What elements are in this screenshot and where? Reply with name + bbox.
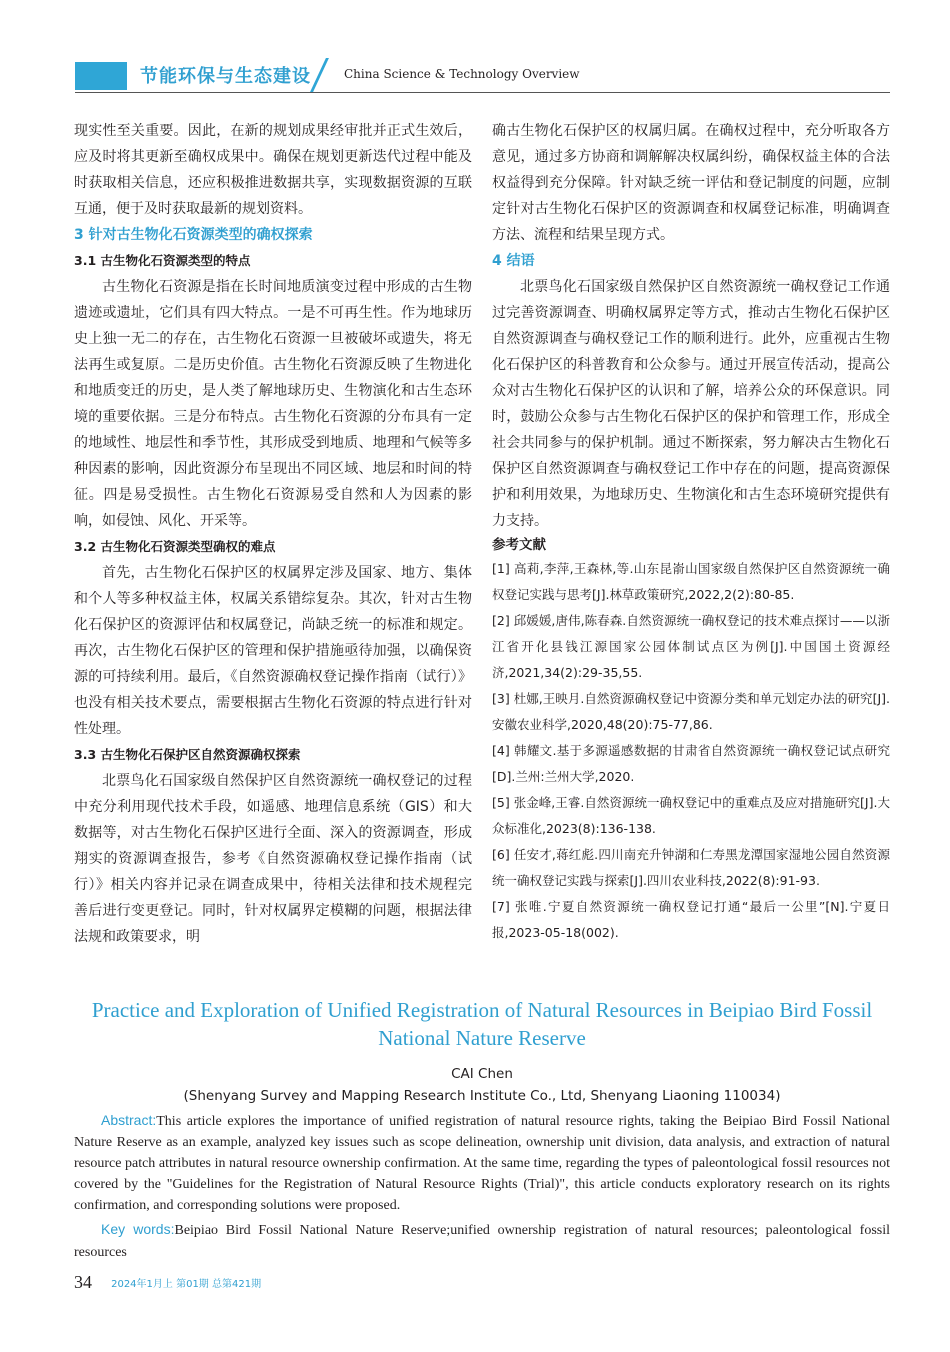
header-divider	[310, 58, 329, 92]
right-column	[492, 118, 890, 946]
reference-item: [4] 韩耀文.基于多源遥感数据的甘肃省自然资源统一确权登记试点研究[D].兰州:兰州大学,2020.	[492, 743, 890, 784]
keywords-text: Beipiao Bird Fossil National Nature Reserve;unified ownership registration of natural resources; paleontological fossil resources	[74, 1223, 891, 1260]
reference-item: [7] 张唯.宁夏自然资源统一确权登记打通“最后一公里”[N].宁夏日报,2023-05-18(002).	[492, 899, 890, 940]
paragraph-3-1: 古生物化石资源是指在长时间地质演变过程中形成的古生物遗迹或遗址，它们具有四大特点。一是不可再生性。作为地球历史上独一无二的存在，古生物化石资源一旦被破坏或遗失，将无法再生或复原。二是历史价值。古生物化石资源反映了生物进化和地质变迁的历史，是人类了解地球历史、生物演化和古生态环境的重要依据。三是分布特点。古生物化石资源的分布具有一定的地域性、地层性和季节性，其形成受到地质、地理和气候等多种因素的影响，因此资源分布呈现出不同区域、地层和时间的特征。四是易受损性。古生物化石资源易受自然和人为因素的影响，如侵蚀、风化、开采等。	[74, 279, 472, 529]
issue-info: 2024年1月上 第01期 总第421期	[111, 1279, 262, 1290]
journal-name: China Science & Technology Overview	[344, 67, 580, 81]
abstract	[74, 1110, 890, 1216]
reference-item: [5] 张金峰,王睿.自然资源统一确权登记中的重难点及应对措施研究[J].大众标准化,2023(8):136-138.	[492, 795, 890, 836]
paragraph-continued: 确古生物化石保护区的权属归属。在确权过程中，充分听取各方意见，通过多方协商和调解解决权属纠纷，确保权益主体的合法权益得到充分保障。针对缺乏统一评估和登记制度的问题，应制定针对古生物化石保护区的资源调查和权属登记标准，明确调查方法、流程和结果呈现方式。	[492, 123, 890, 243]
paragraph-3-3: 北票鸟化石国家级自然保护区自然资源统一确权登记的过程中充分利用现代技术手段，如遥感、地理信息系统（GIS）和大数据等，对古生物化石保护区进行全面、深入的资源调查，形成翔实的资源调查报告，参考《自然资源确权登记操作指南（试行）》相关内容并记录在调查成果中，待相关法律和技术规程完善后进行变更登记。同时，针对权属界定模糊的问题，根据法律法规和政策要求，明	[74, 773, 472, 945]
keywords-label: Key words:	[101, 1221, 175, 1237]
reference-item: [3] 杜娜,王映月.自然资源确权登记中资源分类和单元划定办法的研究[J].安徽农业科学,2020,48(20):75-77,86.	[492, 691, 890, 732]
section-title: 节能环保与生态建设	[140, 66, 311, 87]
author: CAI Chen	[451, 1066, 513, 1082]
heading-section-3-3: 3.3 古生物化石保护区自然资源确权探索	[74, 747, 301, 762]
heading-section-3: 3 针对古生物化石资源类型的确权探索	[74, 227, 313, 243]
abstract-label: Abstract:	[101, 1112, 157, 1128]
page-header	[0, 0, 950, 100]
header-rule	[75, 92, 890, 93]
english-title: Practice and Exploration of Unified Registration of Natural Resources in Beipiao Bird Fossil National Nature Reserve	[91, 998, 873, 1050]
reference-item: [1] 高莉,李萍,王森林,等.山东昆嵛山国家级自然保护区自然资源统一确权登记实践与思考[J].林草政策研究,2022,2(2):80-85.	[492, 561, 890, 602]
heading-section-3-2: 3.2 古生物化石资源类型确权的难点	[74, 539, 276, 554]
paragraph-4: 北票鸟化石国家级自然保护区自然资源统一确权登记工作通过完善资源调查、明确权属界定等方式，推动古生物化石保护区自然资源调查与确权登记工作的顺利进行。此外，应重视古生物化石保护区的科普教育和公众参与。通过开展宣传活动，提高公众对古生物化石保护区的认识和了解，培养公众的环保意识。同时，鼓励公众参与古生物化石保护区的保护和管理工作，形成全社会共同参与的保护机制。通过不断探索，努力解决古生物化石保护区自然资源调查与确权登记工作中存在的问题，提高资源保护和利用效果，为地球历史、生物演化和古生态环境研究提供有力支持。	[492, 279, 890, 529]
references-title: 参考文献	[492, 537, 546, 553]
left-column	[74, 118, 472, 950]
heading-section-4: 4 结语	[492, 253, 535, 269]
page-footer	[74, 1272, 261, 1293]
paragraph-intro: 现实性至关重要。因此，在新的规划成果经审批并正式生效后，应及时将其更新至确权成果中。确保在规划更新迭代过程中能及时获取相关信息，还应积极推进数据共享，实现数据资源的互联互通，便于及时获取最新的规划资料。	[74, 123, 472, 217]
reference-item: [6] 任安才,蒋红彪.四川南充升钟湖和仁寿黑龙潭国家湿地公园自然资源统一确权登记实践与探索[J].四川农业科技,2022(8):91-93.	[492, 847, 890, 888]
header-color-block	[75, 62, 127, 90]
english-abstract-block	[74, 996, 890, 1264]
affiliation: (Shenyang Survey and Mapping Research Institute Co., Ltd, Shenyang Liaoning 110034)	[183, 1088, 781, 1104]
abstract-text: This article explores the importance of unified registration of natural resource rights, taking the Beipiao Bird Fossil National Nature Reserve as an example, analyzed key issues such as scope delineation, ownership unit division, data analysis, and extraction of natural resource patch attributes in natural resource ownership confirmation. At the same time, regarding the types of paleontological fossil resources not covered by the "Guidelines for the Registration of Natural Resource Rights (Trial)", this article conducts exploratory research on its rights confirmation, and corresponding solutions were proposed.	[74, 1114, 890, 1213]
heading-section-3-1: 3.1 古生物化石资源类型的特点	[74, 253, 251, 268]
keywords	[74, 1218, 890, 1264]
page-number: 34	[74, 1272, 92, 1292]
reference-item: [2] 邱媛媛,唐伟,陈春森.自然资源统一确权登记的技术难点探讨——以浙江省开化县钱江源国家公园体制试点区为例[J].中国国土资源经济,2021,34(2):29-35,55.	[492, 613, 890, 680]
paragraph-3-2: 首先，古生物化石保护区的权属界定涉及国家、地方、集体和个人等多种权益主体，权属关系错综复杂。其次，针对古生物化石保护区的资源评估和权属登记，尚缺乏统一的标准和规定。再次，古生物化石保护区的管理和保护措施亟待加强，以确保资源的可持续利用。最后，《自然资源确权登记操作指南（试行）》也没有相关技术要点，需要根据古生物化石资源的特点进行针对性处理。	[74, 565, 472, 737]
